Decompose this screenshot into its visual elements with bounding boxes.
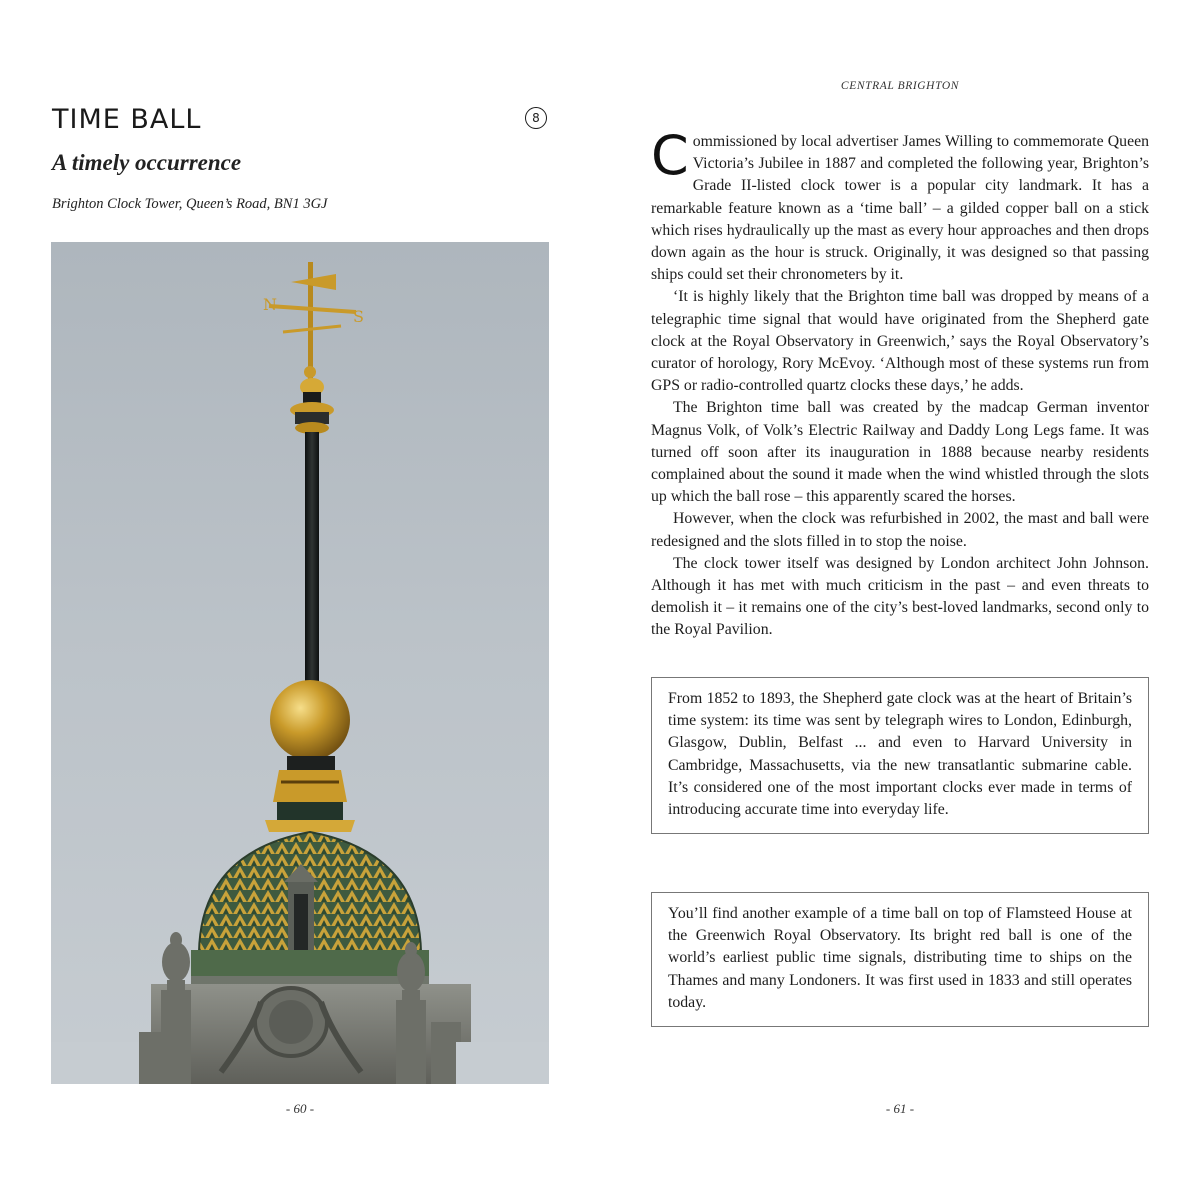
paragraph-2: ‘It is highly likely that the Brighton time ball was dropped by means of a telegraphic time signal that would have originated from the Shepherd gate clock at the Royal Observatory in Greenwich,’ says the Royal Observatory’s curator of horology, Rory McEvoy. ‘Although most of these systems run from GPS or radio-controlled quartz clocks these days,’ he adds. (651, 288, 1149, 395)
clock-tower-photo (51, 242, 549, 1084)
running-head: CENTRAL BRIGHTON (840, 80, 960, 92)
weathervane-letter-n: N (263, 295, 277, 314)
entry-address: Brighton Clock Tower, Queen’s Road, BN1 3GJ (52, 196, 328, 212)
time-ball (270, 680, 350, 760)
entry-title: TIME BALL (52, 104, 202, 135)
article-body (651, 124, 1149, 642)
sidebar-box-shepherd-clock: From 1852 to 1893, the Shepherd gate clock was at the heart of Britain’s time system: its time was sent by telegraph wires to London, Edinburgh, Glasgow, Dublin, Belfast ... and even to Harvard University in Cambridge, Massachusetts, via the new transatlantic submarine cable. It’s considered one of the most important clocks ever made in terms of introducing accurate time into everyday life. (651, 677, 1149, 834)
page-number-left: - 60 - (285, 1101, 315, 1116)
page-number-right: - 61 - (885, 1101, 915, 1116)
drop-cap: C (651, 124, 689, 187)
sidebar-box-flamsteed: You’ll find another example of a time ball on top of Flamsteed House at the Greenwich Royal Observatory. Its bright red ball is one of the world’s earliest public time signals, distributing time to ships on the Thames and many Londoners. It was first used in 1833 and still operates today. (651, 892, 1149, 1027)
paragraph-1: Commissioned by local advertiser James Willing to commemorate Queen Victoria’s Jubilee in 1887 and completed the following year, Brighton’s Grade II-listed clock tower is a popular city landmark. It has a remarkable feature known as a ‘time ball’ – a gilded copper ball on a stick which rises hydraulically up the mast as every hour approaches and then drops down again as the hour is struck. Originally, it was designed so that passing ships could set their chronometers by it. (651, 124, 1149, 284)
paragraph-4: However, when the clock was refurbished in 2002, the mast and ball were redesigned and the slots filled in to stop the noise. (651, 510, 1149, 550)
right-page (600, 0, 1200, 1200)
entry-number-badge: 8 (525, 107, 547, 129)
entry-subtitle: A timely occurrence (52, 150, 242, 175)
weathervane-letter-s: S (353, 307, 364, 326)
paragraph-5: The clock tower itself was designed by London architect John Johnson. Although it has met with much criticism in the past – and even threats to demolish it – it remains one of the city’s best-loved landmarks, second only to the Royal Pavilion. (651, 554, 1149, 639)
paragraph-3: The Brighton time ball was created by the madcap German inventor Magnus Volk, of Volk’s Electric Railway and Daddy Long Legs fame. It was turned off soon after its inauguration in 1888 because nearby residents complained about the sound it made when the wind whistled through the slots up which the ball rose – this apparently scared the horses. (651, 399, 1149, 506)
